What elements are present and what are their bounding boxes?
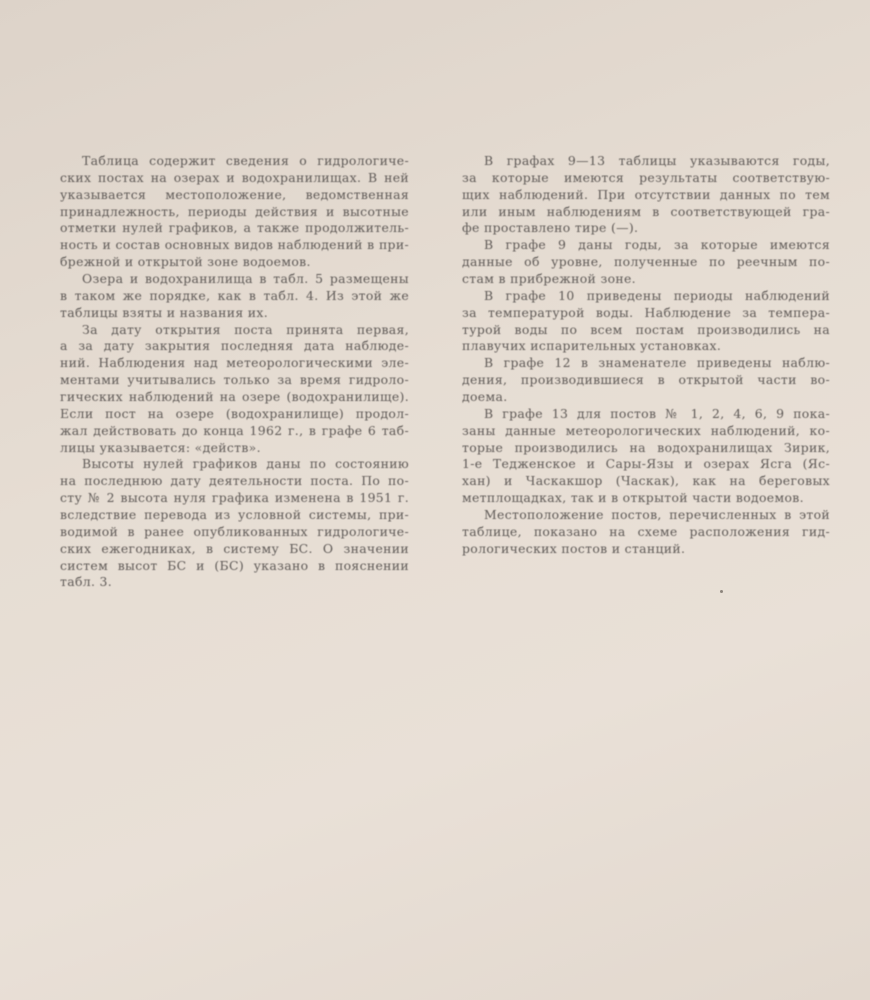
text-line: таблицы взяты и названия их. [60, 304, 269, 320]
text-line: систем высот БС и (БС) указано в пояснении [60, 557, 409, 573]
text-line: За дату открытия поста принята первая, [82, 321, 409, 337]
text-line: плавучих испарительных установках. [462, 338, 722, 354]
text-line: Таблица содержит сведения о гидрологиче- [82, 153, 409, 168]
text-line: В графе 12 в знаменателе приведены наблю- [484, 355, 830, 371]
text-line: В графе 9 даны годы, за которые имеются [484, 237, 830, 253]
text-line: таблице, показано на схеме расположения гид- [462, 523, 830, 539]
text-line: В графе 13 для постов № 1, 2, 4, 6, 9 пока- [484, 405, 830, 421]
text-line: ских постах на озерах и водохранилищах. В ней [60, 169, 409, 185]
text-line: ний. Наблюдения над метеорологическими эле- [60, 355, 409, 371]
text-line: в таком же порядке, как в табл. 4. Из этой же [60, 287, 409, 303]
text-line: Если пост на озере (водохранилище) продол- [60, 405, 409, 421]
text-line: за которые имеются результаты соответствую- [462, 169, 830, 185]
text-line: а за дату закрытия последняя дата наблюде- [60, 338, 409, 354]
text-line: щих наблюдений. При отсутствии данных по тем [462, 186, 830, 202]
text-line: доема. [462, 389, 508, 405]
text-line: на последнюю дату деятельности поста. По по- [60, 473, 409, 489]
text-line: водимой в ранее опубликованных гидрологиче- [60, 523, 409, 539]
text-line: Местоположение постов, перечисленных в этой [484, 507, 830, 523]
text-line: рологических постов и станций. [462, 540, 686, 556]
text-line: или иным наблюдениям в соответствующей гра- [462, 203, 830, 219]
text-line: за температурой воды. Наблюдение за темпера- [462, 304, 830, 320]
text-line: торые производились на водохранилищах Зирик, [462, 439, 830, 455]
left-text-column [60, 153, 409, 591]
text-line: заны данные метеорологических наблюдений, ко- [462, 422, 830, 438]
text-line: турой воды по всем постам производились на [462, 321, 830, 337]
text-line: Высоты нулей графиков даны по состоянию [82, 456, 409, 472]
text-line: данные об уровне, полученные по реечным по- [462, 254, 830, 270]
text-line: хан) и Часкакшор (Часкак), как на береговых [462, 473, 830, 489]
text-line: фе проставлено тире (—). [462, 220, 639, 236]
text-line: В графе 10 приведены периоды наблюдений [484, 287, 830, 303]
text-line: ских ежегодниках, в систему БС. О значении [60, 540, 409, 556]
paper-speck [720, 590, 723, 593]
right-text-column [462, 153, 830, 558]
text-line: 1-е Тедженское и Сары-Язы и озерах Ясга (Яс- [462, 456, 830, 472]
text-line: брежной и открытой зоне водоемов. [60, 254, 311, 270]
text-line: указывается местоположение, ведомственная [60, 186, 409, 202]
text-line: ность и состав основных видов наблюдений в при- [60, 237, 409, 253]
text-line: метплощадках, так и в открытой части водоемов. [462, 490, 804, 506]
text-line: дения, производившиеся в открытой части во- [462, 372, 830, 388]
text-line: гических наблюдений на озере (водохранилище). [60, 389, 409, 405]
text-line: В графах 9—13 таблицы указываются годы, [484, 153, 830, 168]
text-line: Озера и водохранилища в табл. 5 размещены [82, 271, 409, 287]
text-line: лицы указывается: «действ». [60, 439, 261, 455]
text-line: табл. 3. [60, 574, 113, 590]
text-line: принадлежность, периоды действия и высотные [60, 203, 409, 219]
text-line: ментами учитывались только за время гидроло- [60, 372, 409, 388]
text-line: жал действовать до конца 1962 г., в графе 6 таб- [60, 422, 409, 438]
text-line: стам в прибрежной зоне. [462, 271, 636, 287]
text-line: вследствие перевода из условной системы, при- [60, 507, 409, 523]
text-line: сту № 2 высота нуля графика изменена в 1951 г. [60, 490, 409, 506]
text-line: отметки нулей графиков, а также продолжитель- [60, 220, 409, 236]
